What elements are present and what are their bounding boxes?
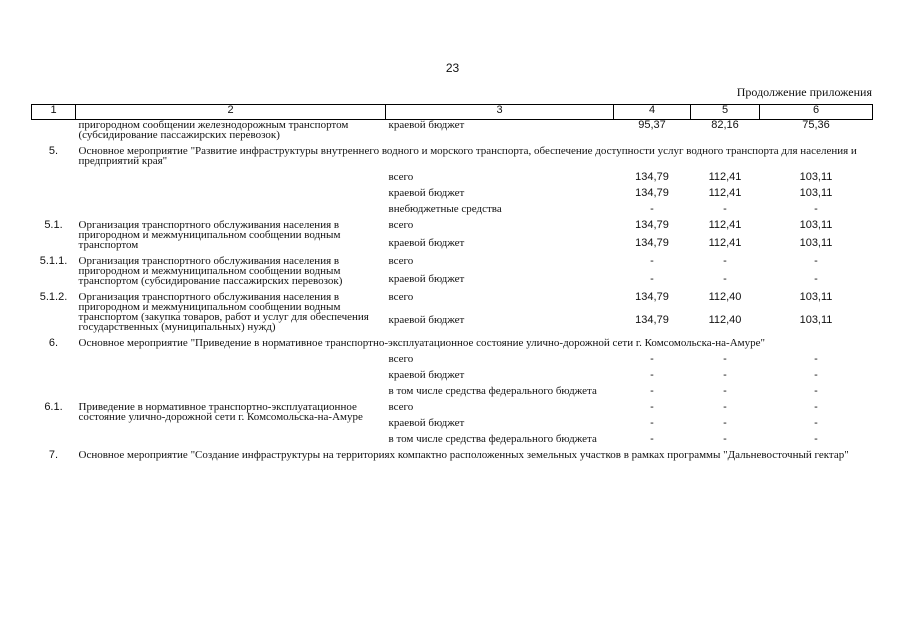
col-header-1: 1	[32, 105, 76, 120]
row-name: пригородном сообщении железнодорожным транспортом (субсидирование пассажирских перевозок)	[78, 119, 349, 141]
row-name: Основное мероприятие "Создание инфраструктуры на территориях компактно расположенных земельных участков в рамках программы "Дальневосточный гектар"	[78, 449, 849, 461]
row-value-6: 103,11	[799, 187, 833, 199]
row-code: 5.1.2.	[39, 291, 68, 303]
table-row	[32, 380, 873, 396]
row-value-4: 134,79	[635, 291, 669, 303]
row-value-4: -	[650, 273, 654, 285]
row-source: краевой бюджет	[388, 417, 465, 429]
row-value-6: -	[814, 203, 818, 215]
row-source: краевой бюджет	[388, 119, 465, 131]
row-source: внебюджетные средства	[388, 203, 502, 215]
row-code: 5.1.	[44, 219, 63, 231]
row-value-6: 75,36	[802, 119, 830, 131]
row-value-5: -	[723, 353, 727, 365]
row-value-4: -	[650, 433, 654, 445]
row-name: Основное мероприятие "Приведение в нормативное транспортно-эксплуатационное состояние улично-дорожной сети г. Комсомольска-на-Амуре"	[78, 337, 765, 349]
row-source: краевой бюджет	[388, 273, 465, 285]
row-value-6: -	[814, 417, 818, 429]
row-source: краевой бюджет	[388, 369, 465, 381]
row-value-4: 134,79	[635, 237, 669, 249]
row-code: 6.1.	[44, 401, 63, 413]
row-value-4: 95,37	[638, 119, 666, 131]
row-source: краевой бюджет	[388, 187, 465, 199]
row-code: 7.	[48, 449, 59, 461]
row-value-5: -	[723, 401, 727, 413]
col-header-6: 6	[760, 105, 873, 120]
table-row	[32, 140, 873, 166]
row-code: 5.	[48, 145, 59, 157]
row-name: Приведение в нормативное транспортно-эксплуатационное состояние улично-дорожной сети г. Комсомольска-на-Амуре	[78, 401, 363, 423]
row-source: в том числе средства федерального бюджета	[388, 385, 597, 397]
row-code: 5.1.1.	[39, 255, 68, 267]
table-row	[32, 250, 873, 268]
row-value-5: 112,40	[708, 314, 742, 326]
row-value-4: -	[650, 417, 654, 429]
row-value-6: -	[814, 353, 818, 365]
row-value-6: -	[814, 273, 818, 285]
row-value-6: 103,11	[799, 237, 833, 249]
row-source: краевой бюджет	[388, 237, 465, 249]
row-source: краевой бюджет	[388, 314, 465, 326]
table-row	[32, 396, 873, 412]
table-row	[32, 364, 873, 380]
table-row	[32, 444, 873, 460]
table-row	[32, 332, 873, 348]
row-value-6: -	[814, 385, 818, 397]
table-row	[32, 286, 873, 309]
col-header-2: 2	[76, 105, 386, 120]
table-row	[32, 166, 873, 182]
row-value-5: 112,41	[708, 171, 742, 183]
row-value-4: -	[650, 385, 654, 397]
row-value-5: -	[723, 203, 727, 215]
col-header-5: 5	[691, 105, 760, 120]
row-value-6: 103,11	[799, 291, 833, 303]
row-value-6: 103,11	[799, 314, 833, 326]
page-number: 23	[445, 61, 460, 75]
row-value-6: -	[814, 401, 818, 413]
row-value-5: -	[723, 369, 727, 381]
row-value-5: 82,16	[711, 119, 739, 131]
col-header-3: 3	[386, 105, 614, 120]
table-row	[32, 182, 873, 198]
row-value-5: -	[723, 273, 727, 285]
row-value-4: 134,79	[635, 171, 669, 183]
continuation-label: Продолжение приложения	[736, 85, 872, 99]
budget-table	[31, 104, 873, 460]
row-source: в том числе средства федерального бюджета	[388, 433, 597, 445]
row-value-5: -	[723, 255, 727, 267]
row-value-5: -	[723, 385, 727, 397]
row-value-4: -	[650, 369, 654, 381]
row-value-4: 134,79	[635, 219, 669, 231]
table-row	[32, 348, 873, 364]
row-value-6: -	[814, 433, 818, 445]
row-name: Организация транспортного обслуживания населения в пригородном и межмуниципальном сообщении водным транспортом (субсидирование пассажирских перевозок)	[78, 255, 343, 287]
table-row	[32, 198, 873, 214]
row-value-6: -	[814, 369, 818, 381]
row-value-4: 134,79	[635, 314, 669, 326]
row-source: всего	[388, 353, 414, 365]
row-value-5: 112,41	[708, 219, 742, 231]
row-name: Организация транспортного обслуживания населения в пригородном и межмуниципальном сообщении водным транспортом (закупка товаров, работ и услуг для обеспечения государственных (муниципальных) нужд)	[78, 291, 369, 333]
table-row	[32, 120, 873, 141]
row-value-4: -	[650, 203, 654, 215]
row-value-5: -	[723, 433, 727, 445]
header-row	[32, 105, 873, 120]
row-value-5: -	[723, 417, 727, 429]
row-code: 6.	[48, 337, 59, 349]
col-header-4: 4	[614, 105, 691, 120]
row-value-4: 134,79	[635, 187, 669, 199]
row-source: всего	[388, 401, 414, 413]
row-name: Основное мероприятие "Развитие инфраструктуры внутреннего водного и морского транспорта, обеспечение доступности услуг водного транспорта для населения и предприятий края"	[78, 145, 857, 167]
row-value-6: 103,11	[799, 171, 833, 183]
table-row	[32, 214, 873, 232]
row-value-4: -	[650, 353, 654, 365]
row-value-5: 112,41	[708, 237, 742, 249]
row-name: Организация транспортного обслуживания населения в пригородном и межмуниципальном сообщении водным транспортом	[78, 219, 341, 251]
row-value-4: -	[650, 401, 654, 413]
row-value-6: 103,11	[799, 219, 833, 231]
row-value-4: -	[650, 255, 654, 267]
row-source: всего	[388, 171, 414, 183]
row-source: всего	[388, 291, 414, 303]
row-value-6: -	[814, 255, 818, 267]
row-source: всего	[388, 219, 414, 231]
row-source: всего	[388, 255, 414, 267]
row-value-5: 112,40	[708, 291, 742, 303]
row-value-5: 112,41	[708, 187, 742, 199]
row-code	[32, 120, 76, 141]
